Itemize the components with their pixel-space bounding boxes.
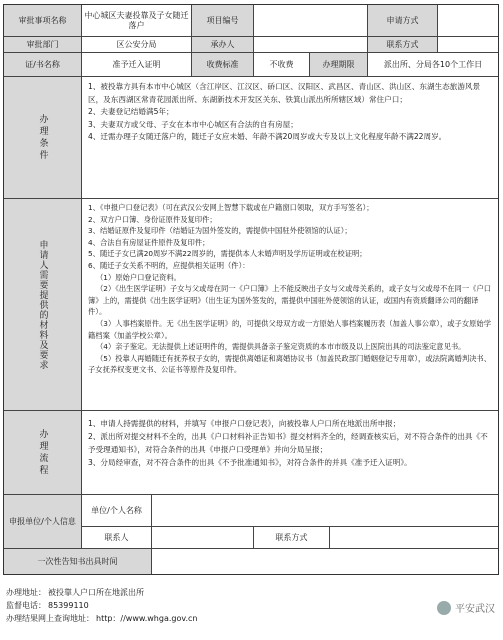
apply-method-label: 申请方式	[368, 5, 438, 37]
material-line: 5、随迁子女已满20周岁不满22周岁的，需提供本人未婚声明及学历证明或在校证明；	[88, 249, 367, 259]
process-content	[82, 411, 498, 495]
dept-label: 审批部门	[4, 37, 82, 53]
condition-line: 3、夫妻双方或父母、子女在本市中心城区有合法的自有房屋；	[88, 119, 298, 129]
form-table	[3, 4, 499, 575]
police-logo-icon	[437, 601, 451, 615]
material-line: 3、结婚证原件及复印件（结婚证为国外签发的，需提供中国驻外使领馆的认证）；	[88, 226, 352, 236]
query-label: 办理结果网上查询地址：	[6, 614, 94, 623]
phone-label: 监督电话：	[6, 601, 46, 610]
query-link[interactable]: http：//www.whga.gov.cn	[96, 614, 198, 623]
limit-value: 派出所、分局各10个工作日	[368, 53, 498, 77]
fee-std-value: 不收费	[254, 53, 310, 77]
conditions-content	[82, 77, 498, 199]
material-line: （2）《出生医学证明》子女与父或母在同一《户口簿》上不能反映出子女与父或母关系的，或子女与父或母不在同一《户口簿》上的，需提供《出生医学证明》（出生证为国外签发的，需提供中国驻外使领馆的认证，或国内有资质翻译公司的翻译件）。	[88, 284, 492, 317]
material-line: 6、随迁子女关系不明的，应提供相关证明（件）：	[88, 260, 250, 270]
contact-method-value	[330, 527, 498, 549]
condition-line: 4、迁需办理子女随迁落户的，随迁子女应未婚、年龄不满20周岁或大专及以上文化程度年龄不满22周岁。	[88, 132, 447, 141]
condition-line: 2、夫妻登记结婚满5年；	[88, 107, 174, 116]
contact-label: 联系方式	[368, 37, 438, 53]
footer-address	[6, 588, 144, 598]
unit-name-label: 单位/个人名称	[82, 495, 152, 527]
notice-time-value	[152, 549, 498, 574]
materials-label-cell	[4, 199, 82, 411]
limit-label: 办理期限	[310, 53, 368, 77]
process-label-cell	[4, 411, 82, 495]
process-line: 3、分局经审查，对不符合条件的出具《不予批准通知书》，对符合条件的并具《准予迁入证明》。	[88, 458, 412, 467]
watermark	[437, 600, 495, 615]
contact-value	[438, 37, 498, 53]
handler-label: 承办人	[192, 37, 254, 53]
conditions-label-cell	[4, 77, 82, 199]
materials-label: 申请人需要提供的材料及要求	[37, 239, 48, 370]
material-line: （3）人事档案原件。无《出生医学证明》的，可提供父母双方或一方原始人事档案履历表（加盖人事公章），或子女原始学籍档案（加盖学校公章）。	[88, 318, 492, 340]
material-line: 4、合法自有房屋证件原件及复印件；	[88, 237, 210, 247]
cert-value: 准予迁入证明	[82, 53, 192, 77]
footer-phone	[6, 601, 89, 611]
material-line: （1）原始户口登记资料。	[96, 272, 181, 282]
applicant-label: 申报单位/个人信息	[4, 495, 82, 549]
material-line: 2、双方户口簿、身份证原件及复印件；	[88, 214, 217, 224]
contact-method-label: 联系方式	[254, 527, 330, 549]
material-line: 1、《申报户口登记表》（可在武汉公安网上智慧下载或在户籍窗口领取，双方手写签名）；	[88, 203, 374, 212]
process-label: 办理流程	[37, 428, 48, 477]
unit-name-value	[152, 495, 498, 527]
material-line: （4）亲子鉴定。无法提供上述证明件的，需提供具备亲子鉴定资质的本市市级及以上医院出具的司法鉴定意见书。	[96, 342, 466, 352]
project-code-value	[254, 5, 368, 37]
apply-method-value	[438, 5, 498, 37]
contact-person-value	[152, 527, 254, 549]
handler-value	[254, 37, 368, 53]
footer-query	[6, 614, 197, 624]
item-name-label: 审批事项名称	[4, 5, 82, 37]
materials-content	[82, 199, 498, 411]
address-label: 办理地址：	[6, 588, 46, 597]
condition-line: 1、被投靠方具有本市中心城区（含江岸区、江汉区、硚口区、汉阳区、武昌区、青山区、洪山区、东湖生态旅游风景区，及东西湖区常青花园派出所、东湖新技术开发区关东、铁箕山派出所所辖区域）常住户口；	[88, 82, 481, 104]
project-code-label: 项目编号	[192, 5, 254, 37]
item-name-value: 中心城区夫妻投靠及子女随迁落户	[82, 5, 192, 37]
notice-time-label: 一次性告知书出具时间	[4, 549, 152, 574]
material-line: （5）投靠人再婚随迁有抚养权子女的，需提供离婚证和离婚协议书（加盖民政部门婚姻登记专用章），或法院离婚判决书、子女抚养权变更文书、公证书等原件及复印件。	[88, 353, 492, 375]
phone-value: 85399110	[48, 601, 89, 610]
cert-label: 证/书名称	[4, 53, 82, 77]
dept-value: 区公安分局	[82, 37, 192, 53]
conditions-label: 办理条件	[37, 113, 48, 162]
address-value: 被投靠人户口所在地派出所	[48, 588, 144, 597]
watermark-text: 平安武汉	[455, 604, 495, 615]
process-line: 1、申请人持需提供的材料，并填写《申报户口登记表》，向被投靠人户口所在地派出所申报；	[88, 419, 401, 428]
contact-person-label: 联系人	[82, 527, 152, 549]
process-line: 2、派出所对提交材料不全的，出具《户口材料补正告知书》提交材料齐全的，经调查核实后，对不符合条件的出具《不予受理通知书》，对符合条件的出具《申报户口受理单》并向分局呈报；	[88, 432, 488, 454]
fee-std-label: 收费标准	[192, 53, 254, 77]
